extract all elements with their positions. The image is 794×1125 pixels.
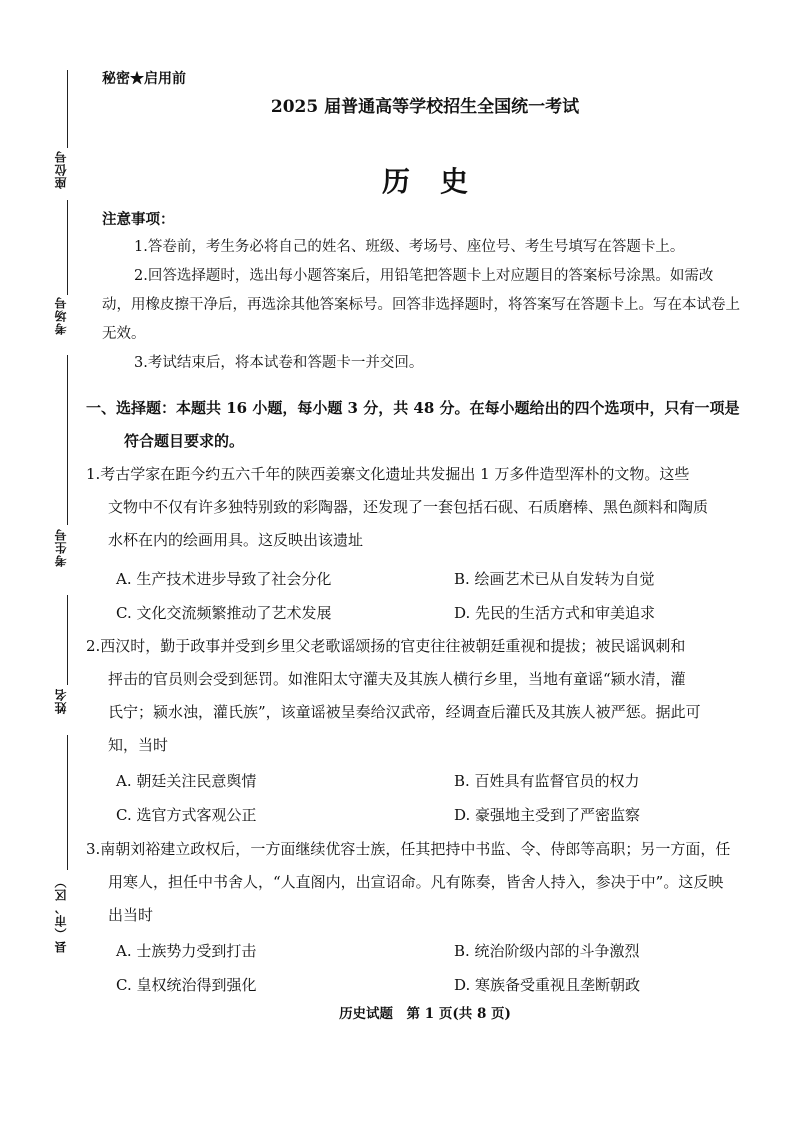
question-stem-line: 3.南朝刘裕建立政权后，一方面继续优容士族，任其把持中书监、令、侍郎等高职；另一方面，任 bbox=[86, 840, 731, 858]
secret-mark: 秘密★启用前 bbox=[102, 71, 186, 87]
exam-title: 2025 届普通高等学校招生全国统一考试 bbox=[270, 97, 580, 117]
page-footer: 历史试题 第 1 页(共 8 页) bbox=[339, 1006, 511, 1022]
question-stem-line: 用寒人，担任中书舍人，“人直阁内，出宣诏命。凡有陈奏，皆舍人持入，参决于中”。这反映 bbox=[108, 873, 724, 891]
question-stem-line: 抨击的官员则会受到惩罚。如淮阳太守灌夫及其族人横行乡里，当地有童谣“颍水清，灌 bbox=[108, 670, 686, 688]
question-stem-line: 水杯在内的绘画用具。这反映出该遗址 bbox=[108, 531, 364, 549]
option-d: D. 先民的生活方式和审美追求 bbox=[454, 604, 656, 622]
option-b: B. 统治阶级内部的斗争激烈 bbox=[454, 942, 640, 960]
question-2 bbox=[86, 630, 750, 762]
option-c: C. 文化交流频繁推动了艺术发展 bbox=[116, 604, 332, 622]
option-d: D. 寒族备受重视且垄断朝政 bbox=[454, 976, 641, 994]
option-d: D. 豪强地主受到了严密监察 bbox=[454, 806, 641, 824]
seat-label: 座位号 bbox=[54, 150, 68, 189]
question-1 bbox=[86, 458, 750, 557]
question-stem-line: 氏宁；颍水浊，灌氏族”，该童谣被呈奏给汉武帝，经调查后灌氏及其族人被严惩。据此可 bbox=[108, 703, 701, 721]
question-stem-line: 出当时 bbox=[108, 906, 154, 924]
question-stem-line: 1.考古学家在距今约五六千年的陕西姜寨文化遗址共发掘出 1 万多件造型浑朴的文物。这些 bbox=[86, 465, 690, 483]
notice-item: 3.考试结束后，将本试卷和答题卡一并交回。 bbox=[134, 355, 424, 371]
option-c: C. 选官方式客观公正 bbox=[116, 806, 257, 824]
section-heading-line: 符合题目要求的。 bbox=[124, 432, 245, 450]
subject-title: 历史 bbox=[381, 165, 498, 198]
margin-rule bbox=[67, 70, 68, 148]
examinee-number-label: 考生号 bbox=[54, 528, 68, 567]
notice-item: 2.回答选择题时，选出每小题答案后，用铅笔把答题卡上对应题目的答案标号涂黑。如需改动，用橡皮擦干净后，再选涂其他答案标号。回答非选择题时，将答案写在答题卡上。写在本试卷上无效。 bbox=[102, 268, 740, 342]
option-a: A. 生产技术进步导致了社会分化 bbox=[116, 570, 332, 588]
notice-item: 1.答卷前，考生务必将自己的姓名、班级、考场号、座位号、考生号填写在答题卡上。 bbox=[134, 239, 685, 255]
question-stem-line: 2.西汉时，勤于政事并受到乡里父老歌谣颂扬的官吏往往被朝廷重视和提拔；被民谣讽刺和 bbox=[86, 637, 686, 655]
margin-rule bbox=[67, 595, 68, 685]
section-heading-line: 一、选择题：本题共 16 小题，每小题 3 分，共 48 分。在每小题给出的四个选项中，只有一项是 bbox=[86, 399, 740, 417]
option-c: C. 皇权统治得到强化 bbox=[116, 976, 257, 994]
margin-rule bbox=[67, 355, 68, 525]
notice-title: 注意事项： bbox=[102, 211, 175, 228]
option-a: A. 士族势力受到打击 bbox=[116, 942, 257, 960]
margin-rule bbox=[67, 200, 68, 295]
section-heading bbox=[86, 392, 746, 458]
exam-room-label: 考场号 bbox=[54, 296, 68, 335]
margin-rule bbox=[67, 735, 68, 870]
name-label: 姓名 bbox=[54, 688, 68, 714]
option-b: B. 百姓具有监督官员的权力 bbox=[454, 772, 640, 790]
question-stem-line: 文物中不仅有许多独特别致的彩陶器，还发现了一套包括石砚、石质磨棒、黑色颜料和陶质 bbox=[108, 498, 709, 516]
question-3 bbox=[86, 833, 750, 932]
county-label: 县（市、区） bbox=[54, 875, 68, 953]
option-a: A. 朝廷关注民意舆情 bbox=[116, 772, 257, 790]
option-b: B. 绘画艺术已从自发转为自觉 bbox=[454, 570, 655, 588]
question-stem-line: 知，当时 bbox=[108, 736, 169, 754]
